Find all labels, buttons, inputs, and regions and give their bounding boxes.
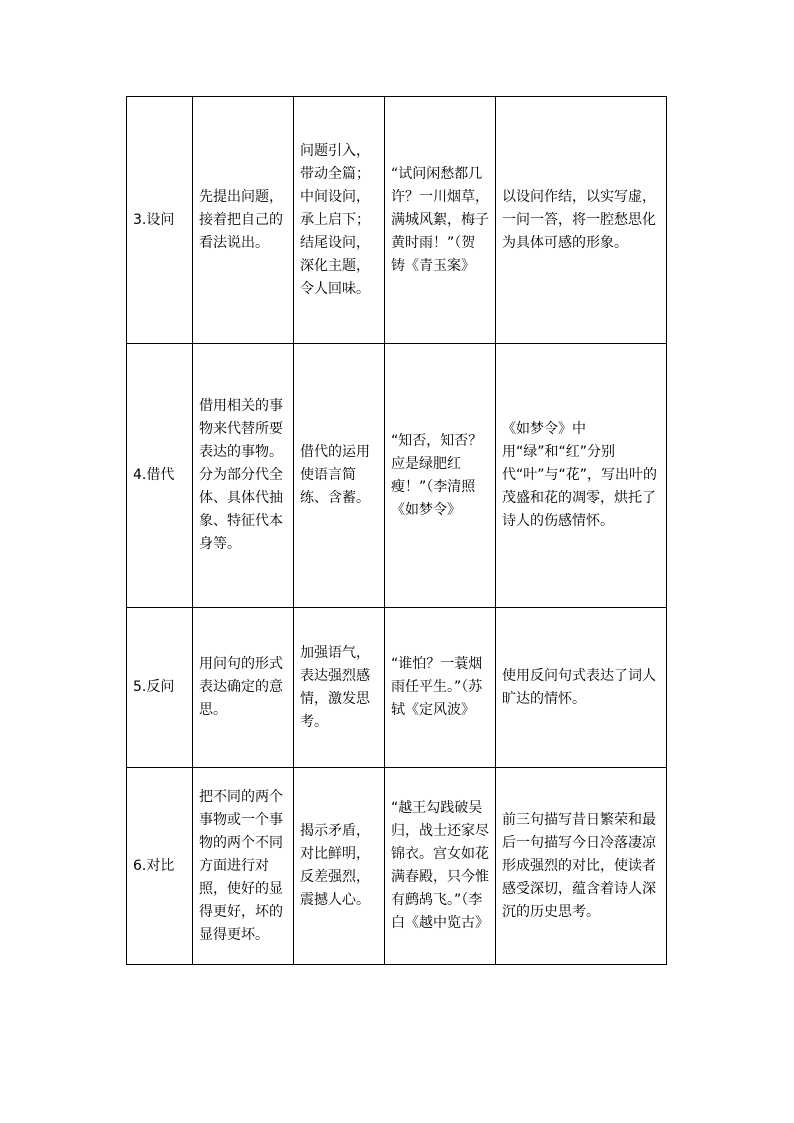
effect-cell: 揭示矛盾，对比鲜明，反差强烈，震撼人心。 xyxy=(294,768,385,965)
analysis-cell: 以设问作结，以实写虚，一问一答，将一腔愁思化为具体可感的形象。 xyxy=(496,97,667,344)
effect-cell: 问题引入，带动全篇；中间设问，承上启下；结尾设问，深化主题，令人回味。 xyxy=(294,97,385,344)
definition-cell: 借用相关的事物来代替所要表达的事物。分为部分代全体、具体代抽象、特征代本身等。 xyxy=(193,344,294,608)
device-name-cell: 3.设问 xyxy=(127,97,193,344)
table-row xyxy=(127,97,667,344)
table-row xyxy=(127,768,667,965)
device-name-cell: 5.反问 xyxy=(127,608,193,768)
effect-cell: 加强语气，表达强烈感情，激发思考。 xyxy=(294,608,385,768)
definition-cell: 把不同的两个事物或一个事物的两个不同方面进行对照，使好的显得更好，坏的显得更坏。 xyxy=(193,768,294,965)
example-cell: “越王勾践破吴归，战士还家尽锦衣。宫女如花满春殿，只今惟有鹧鸪飞。”（李白《越中览古》 xyxy=(385,768,496,965)
definition-cell: 用问句的形式表达确定的意思。 xyxy=(193,608,294,768)
example-cell: “知否，知否？应是绿肥红瘦！”（李清照《如梦令》 xyxy=(385,344,496,608)
definition-cell: 先提出问题，接着把自己的看法说出。 xyxy=(193,97,294,344)
analysis-cell: 使用反问句式表达了词人旷达的情怀。 xyxy=(496,608,667,768)
table-row xyxy=(127,344,667,608)
example-cell: “谁怕？一蓑烟雨任平生。”（苏轼《定风波》 xyxy=(385,608,496,768)
example-cell: “试问闲愁都几许？一川烟草，满城风絮，梅子黄时雨！”（贺铸《青玉案》 xyxy=(385,97,496,344)
effect-cell: 借代的运用使语言简练、含蓄。 xyxy=(294,344,385,608)
analysis-cell: 前三句描写昔日繁荣和最后一句描写今日冷落凄凉形成强烈的对比，使读者感受深切，蕴含着诗人深沉的历史思考。 xyxy=(496,768,667,965)
device-name-cell: 4.借代 xyxy=(127,344,193,608)
table-row xyxy=(127,608,667,768)
rhetoric-devices-table xyxy=(126,96,667,965)
device-name-cell: 6.对比 xyxy=(127,768,193,965)
analysis-cell: 《如梦令》中用“绿”和“红”分别代“叶”与“花”，写出叶的茂盛和花的凋零，烘托了诗人的伤感情怀。 xyxy=(496,344,667,608)
